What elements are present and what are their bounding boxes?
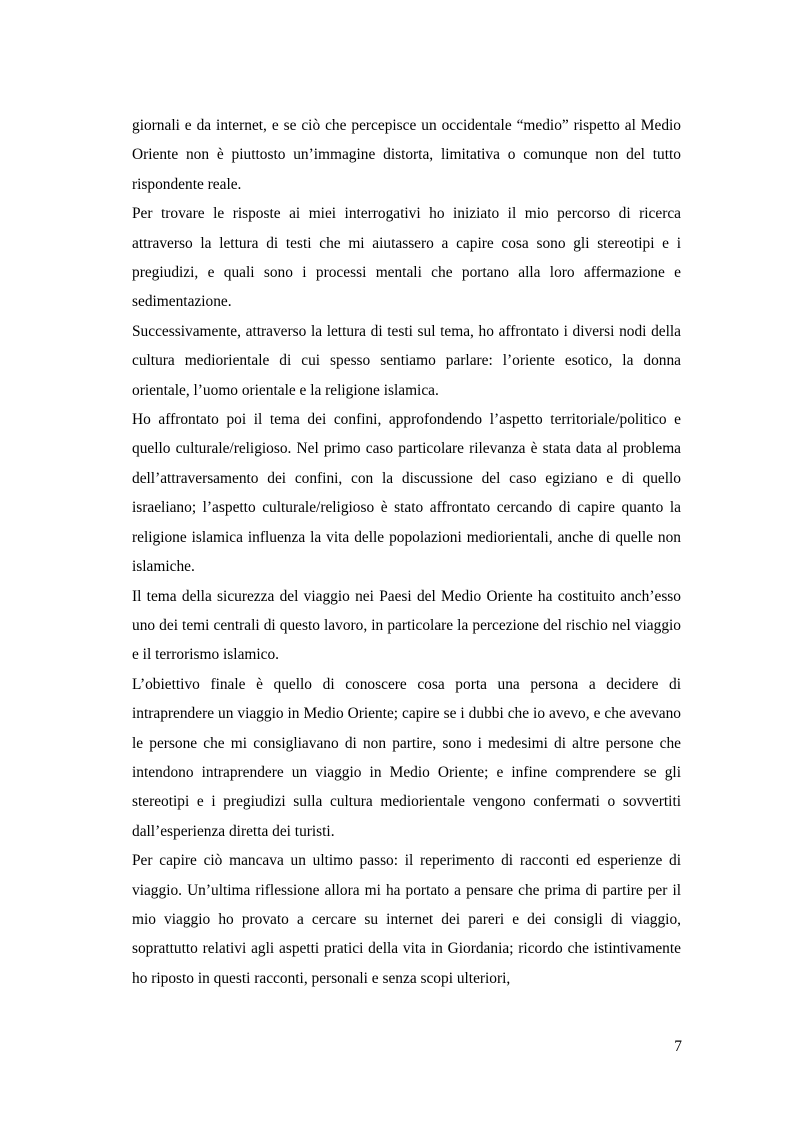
- paragraph-4: Ho affrontato poi il tema dei confini, approfondendo l’aspetto territoriale/politico e quello culturale/religioso. Nel primo caso particolare rilevanza è stata data al problema dell’attraversamento dei confini, con la discussione del caso egiziano e di quello israeliano; l’aspetto culturale/religioso è stato affrontato cercando di capire quanto la religione islamica influenza la vita delle popolazioni mediorientali, anche di quelle non islamiche.: [132, 411, 681, 576]
- body-text: [132, 111, 681, 993]
- paragraph-1: giornali e da internet, e se ciò che percepisce un occidentale “medio” rispetto al Medio Oriente non è piuttosto un’immagine distorta, limitativa o comunque non del tutto rispondente reale.: [132, 117, 681, 193]
- paragraph-7: Per capire ciò mancava un ultimo passo: il reperimento di racconti ed esperienze di viaggio. Un’ultima riflessione allora mi ha portato a pensare che prima di partire per il mio viaggio ho provato a cercare su internet dei pareri e dei consigli di viaggio, soprattutto relativi agli aspetti pratici della vita in Giordania; ricordo che istintivamente ho riposto in questi racconti, personali e senza scopi ulteriori,: [132, 852, 681, 987]
- paragraph-5: Il tema della sicurezza del viaggio nei Paesi del Medio Oriente ha costituito anch’esso uno dei temi centrali di questo lavoro, in particolare la percezione del rischio nel viaggio e il terrorismo islamico.: [132, 587, 681, 664]
- page-number: 7: [674, 1038, 682, 1055]
- paragraph-3: Successivamente, attraverso la lettura di testi sul tema, ho affrontato i diversi nodi della cultura mediorientale di cui spesso sentiamo parlare: l’oriente esotico, la donna orientale, l’uomo orientale e la religione islamica.: [132, 322, 681, 399]
- paragraph-2: Per trovare le risposte ai miei interrogativi ho iniziato il mio percorso di ricerca attraverso la lettura di testi che mi aiutassero a capire cosa sono gli stereotipi e i pregiudizi, e quali sono i processi mentali che portano alla loro affermazione e sedimentazione.: [132, 205, 681, 311]
- paragraph-6: L’obiettivo finale è quello di conoscere cosa porta una persona a decidere di intraprendere un viaggio in Medio Oriente; capire se i dubbi che io avevo, e che avevano le persone che mi consigliavano di non partire, sono i medesimi di altre persone che intendono intraprendere un viaggio in Medio Oriente; e infine comprendere se gli stereotipi e i pregiudizi sulla cultura mediorientale vengono confermati o sovvertiti dall’esperienza diretta dei turisti.: [132, 675, 681, 840]
